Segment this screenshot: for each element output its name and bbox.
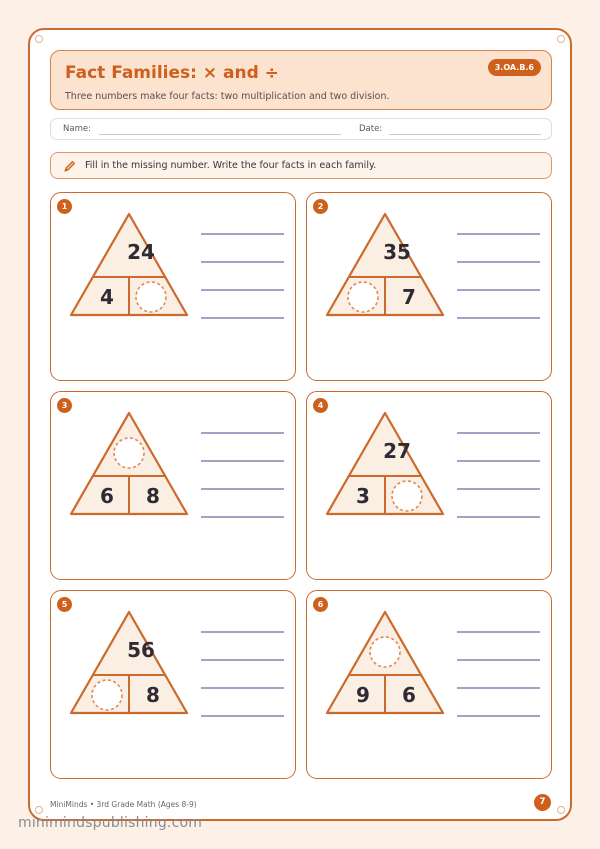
problem-number-badge: 3 [57, 398, 72, 413]
problem-number-badge: 6 [313, 597, 328, 612]
answer-line[interactable] [201, 317, 284, 319]
fact-family-card [50, 391, 296, 580]
page-title: Fact Families: × and ÷ [65, 63, 279, 83]
triangle-top-number: 27 [383, 439, 411, 463]
answer-line[interactable] [457, 631, 540, 633]
name-label: Name: [63, 124, 91, 134]
answer-line[interactable] [201, 631, 284, 633]
watermark-text: minimindspublishing.com [18, 815, 203, 831]
answer-line[interactable] [201, 488, 284, 490]
missing-number-circle[interactable] [114, 438, 144, 468]
name-field[interactable] [99, 134, 341, 135]
footer-text: MiniMinds • 3rd Grade Math (Ages 8-9) [50, 800, 197, 809]
problem-number-badge: 1 [57, 199, 72, 214]
triangle-right-number: 8 [146, 484, 160, 508]
name-date-bar [50, 118, 552, 140]
standard-badge: 3.OA.B.6 [488, 59, 541, 76]
answer-line[interactable] [457, 432, 540, 434]
triangle-left-number: 6 [100, 484, 114, 508]
missing-number-circle[interactable] [348, 282, 378, 312]
missing-number-circle[interactable] [392, 481, 422, 511]
fact-family-card [306, 590, 552, 779]
fact-family-card [306, 391, 552, 580]
missing-number-circle[interactable] [92, 680, 122, 710]
answer-line[interactable] [201, 233, 284, 235]
answer-line[interactable] [457, 715, 540, 717]
page-number-badge: 7 [534, 794, 551, 811]
missing-number-circle[interactable] [136, 282, 166, 312]
answer-line[interactable] [201, 261, 284, 263]
date-field[interactable] [389, 134, 541, 135]
triangle-right-number: 8 [146, 683, 160, 707]
answer-line[interactable] [201, 715, 284, 717]
answer-line[interactable] [457, 233, 540, 235]
answer-line[interactable] [457, 261, 540, 263]
date-label: Date: [359, 124, 383, 134]
triangle-left-number: 3 [356, 484, 370, 508]
corner-dot [557, 35, 565, 43]
answer-line[interactable] [457, 516, 540, 518]
missing-number-circle[interactable] [370, 637, 400, 667]
corner-dot [557, 806, 565, 814]
triangle-right-number: 6 [402, 683, 416, 707]
answer-line[interactable] [201, 687, 284, 689]
triangle-top-number: 56 [127, 638, 155, 662]
answer-line[interactable] [457, 659, 540, 661]
fact-family-card [50, 192, 296, 381]
fact-family-card [306, 192, 552, 381]
answer-line[interactable] [457, 460, 540, 462]
answer-line[interactable] [457, 488, 540, 490]
triangle-left-number: 9 [356, 683, 370, 707]
pencil-icon [63, 159, 77, 173]
problem-number-badge: 2 [313, 199, 328, 214]
worksheet-page [28, 28, 572, 821]
worksheet-header [50, 50, 552, 110]
answer-line[interactable] [201, 460, 284, 462]
fact-family-card [50, 590, 296, 779]
instruction-text: Fill in the missing number. Write the four facts in each family. [85, 160, 377, 171]
answer-line[interactable] [201, 289, 284, 291]
corner-dot [35, 35, 43, 43]
problem-number-badge: 5 [57, 597, 72, 612]
triangle-right-number: 7 [402, 285, 416, 309]
answer-line[interactable] [457, 317, 540, 319]
triangle-top-number: 24 [127, 240, 155, 264]
answer-line[interactable] [201, 432, 284, 434]
answer-line[interactable] [457, 289, 540, 291]
answer-line[interactable] [201, 516, 284, 518]
problem-number-badge: 4 [313, 398, 328, 413]
triangle-top-number: 35 [383, 240, 411, 264]
answer-line[interactable] [201, 659, 284, 661]
corner-dot [35, 806, 43, 814]
instruction-box [50, 152, 552, 179]
answer-line[interactable] [457, 687, 540, 689]
page-subtitle: Three numbers make four facts: two multiplication and two division. [65, 91, 390, 102]
triangle-left-number: 4 [100, 285, 114, 309]
